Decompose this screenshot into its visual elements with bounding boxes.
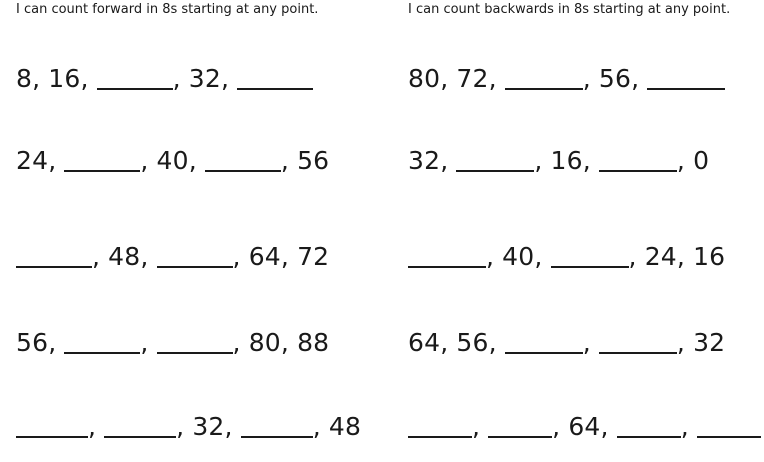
left-sequence-row [16, 58, 313, 92]
sequence-number: 16 [693, 242, 726, 271]
sequence-number: 32 [693, 328, 726, 357]
right-sequence-row [408, 322, 725, 356]
sequence-number: 64 [408, 328, 441, 357]
sequence-number: 56 [456, 328, 489, 357]
comma-separator: , [140, 242, 149, 271]
sequence-number: 16 [48, 64, 81, 93]
comma-separator: , [582, 328, 591, 357]
comma-separator: , [48, 328, 57, 357]
sequence-number: 56 [16, 328, 49, 357]
answer-blank[interactable] [241, 436, 313, 438]
comma-separator: , [188, 146, 197, 175]
sequence-number: 64 [248, 242, 281, 271]
comma-separator: , [280, 146, 290, 175]
comma-separator: , [472, 412, 481, 441]
sequence-number: 8 [16, 64, 33, 93]
right-sequence-row [408, 140, 709, 174]
comma-separator: , [676, 328, 686, 357]
comma-separator: , [486, 242, 495, 271]
comma-separator: , [631, 64, 640, 93]
sequence-number: 24 [644, 242, 677, 271]
comma-separator: , [280, 328, 290, 357]
right-sequence-row [408, 406, 761, 440]
sequence-number: 32 [408, 146, 441, 175]
answer-blank[interactable] [551, 266, 629, 268]
comma-separator: , [224, 412, 233, 441]
comma-separator: , [534, 242, 543, 271]
left-sequence-row [16, 140, 329, 174]
answer-blank[interactable] [157, 266, 233, 268]
answer-blank[interactable] [599, 352, 677, 354]
answer-blank[interactable] [237, 88, 313, 90]
comma-separator: , [32, 64, 41, 93]
answer-blank[interactable] [505, 88, 583, 90]
left-sequence-row [16, 406, 361, 440]
backward-heading: I can count backwards in 8s starting at any point. [408, 2, 731, 17]
comma-separator: , [140, 328, 149, 357]
comma-separator: , [312, 412, 321, 441]
answer-blank[interactable] [697, 436, 761, 438]
comma-separator: , [140, 146, 149, 175]
answer-blank[interactable] [599, 170, 677, 172]
forward-heading: I can count forward in 8s starting at any point. [16, 2, 319, 17]
answer-blank[interactable] [647, 88, 725, 90]
sequence-number: 80 [248, 328, 281, 357]
sequence-number: 16 [550, 146, 583, 175]
comma-separator: , [232, 328, 241, 357]
comma-separator: , [552, 412, 561, 441]
sequence-number: 40 [156, 146, 189, 175]
comma-separator: , [80, 64, 89, 93]
sequence-number: 88 [297, 328, 330, 357]
comma-separator: , [488, 328, 497, 357]
sequence-number: 72 [456, 64, 489, 93]
sequence-number: 48 [108, 242, 141, 271]
comma-separator: , [582, 64, 591, 93]
comma-separator: , [176, 412, 185, 441]
comma-separator: , [232, 242, 241, 271]
answer-blank[interactable] [205, 170, 281, 172]
comma-separator: , [92, 242, 101, 271]
comma-separator: , [488, 64, 497, 93]
comma-separator: , [280, 242, 290, 271]
comma-separator: , [600, 412, 609, 441]
sequence-number: 80 [408, 64, 441, 93]
sequence-number: 48 [328, 412, 362, 441]
answer-blank[interactable] [456, 170, 534, 172]
right-sequence-row [408, 236, 725, 270]
answer-blank[interactable] [104, 436, 176, 438]
comma-separator: , [676, 242, 686, 271]
answer-blank[interactable] [97, 88, 173, 90]
comma-separator: , [48, 146, 57, 175]
answer-blank[interactable] [157, 352, 233, 354]
comma-separator: , [534, 146, 543, 175]
comma-separator: , [440, 328, 449, 357]
answer-blank[interactable] [16, 436, 88, 438]
sequence-number: 56 [598, 64, 632, 93]
answer-blank[interactable] [16, 266, 92, 268]
answer-blank[interactable] [64, 352, 140, 354]
comma-separator: , [172, 64, 181, 93]
comma-separator: , [628, 242, 637, 271]
answer-blank[interactable] [488, 436, 552, 438]
left-sequence-row [16, 236, 329, 270]
comma-separator: , [221, 64, 230, 93]
answer-blank[interactable] [64, 170, 140, 172]
sequence-number: 64 [568, 412, 601, 441]
sequence-number: 32 [192, 412, 225, 441]
comma-separator: , [88, 412, 97, 441]
comma-separator: , [582, 146, 591, 175]
sequence-number: 40 [502, 242, 535, 271]
right-sequence-row [408, 58, 725, 92]
answer-blank[interactable] [505, 352, 583, 354]
comma-separator: , [440, 146, 449, 175]
answer-blank[interactable] [408, 436, 472, 438]
sequence-number: 56 [297, 146, 330, 175]
comma-separator: , [676, 146, 686, 175]
sequence-number: 0 [693, 146, 710, 175]
sequence-number: 32 [188, 64, 222, 93]
left-sequence-row [16, 322, 329, 356]
comma-separator: , [680, 412, 689, 441]
answer-blank[interactable] [408, 266, 486, 268]
sequence-number: 24 [16, 146, 49, 175]
answer-blank[interactable] [617, 436, 681, 438]
comma-separator: , [440, 64, 449, 93]
sequence-number: 72 [297, 242, 330, 271]
